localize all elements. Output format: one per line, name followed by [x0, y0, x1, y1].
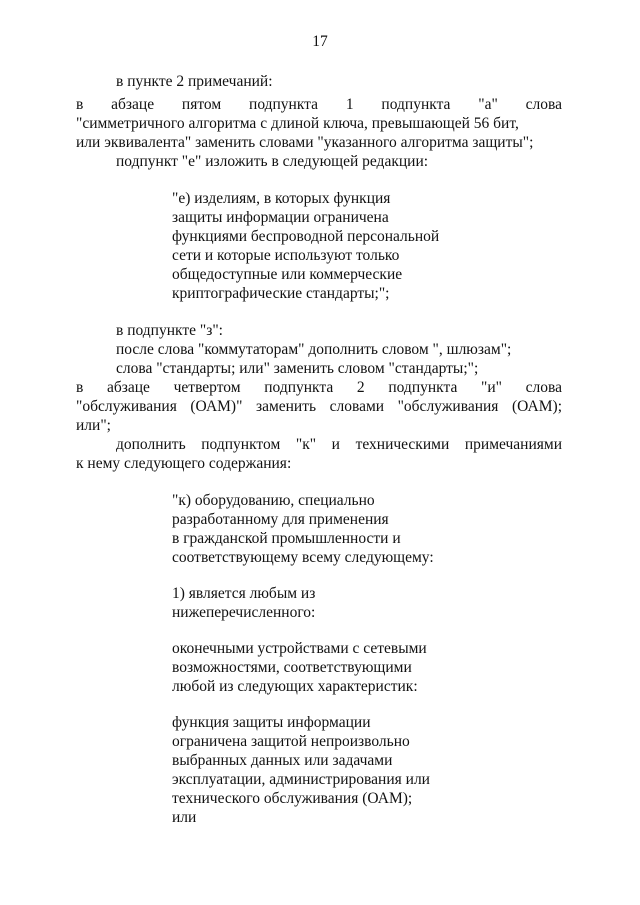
quote-line: разработанному для применения	[172, 511, 389, 528]
text-line: после слова "коммутаторам" дополнить словом ", шлюзам";	[116, 341, 512, 358]
quote-line: возможностями, соответствующими	[172, 659, 412, 676]
text-line: в абзаце четвертом подпункта 2 подпункта "и" слова	[76, 379, 562, 396]
quote-line: "е) изделиям, в которых функция	[172, 190, 391, 207]
quote-line: 1) является любым из	[172, 585, 316, 602]
quote-line: общедоступные или коммерческие	[172, 266, 403, 283]
quote-line: в гражданской промышленности и	[172, 530, 401, 547]
text-line: подпункт "е" изложить в следующей редакции:	[116, 153, 429, 170]
text-line: или";	[76, 417, 111, 434]
quote-line: эксплуатации, администрирования или	[172, 771, 430, 788]
quote-line: технического обслуживания (ОАМ);	[172, 790, 413, 807]
text-line: или эквивалента" заменить словами "указанного алгоритма защиты";	[76, 134, 534, 151]
page-number: 17	[312, 33, 328, 50]
text-line: слова "стандарты; или" заменить словом "стандарты;";	[116, 360, 479, 377]
quote-line: оконечными устройствами с сетевыми	[172, 640, 427, 657]
quote-line: или	[172, 809, 197, 826]
quote-line: функция защиты информации	[172, 714, 371, 731]
quote-line: нижеперечисленного:	[172, 604, 316, 621]
text-line: в абзаце пятом подпункта 1 подпункта "а" слова	[76, 96, 562, 113]
text-line: в пункте 2 примечаний:	[116, 73, 273, 90]
text-line: к нему следующего содержания:	[76, 455, 292, 472]
quote-line: "к) оборудованию, специально	[172, 492, 375, 509]
quote-line: выбранных данных или задачами	[172, 752, 393, 769]
text-line: дополнить подпунктом "к" и техническими примечаниями	[116, 436, 562, 453]
quote-line: любой из следующих характеристик:	[172, 678, 418, 695]
quote-line: ограничена защитой непроизвольно	[172, 733, 410, 750]
quote-line: сети и которые используют только	[172, 247, 400, 264]
text-line: "обслуживания (ОАМ)" заменить словами "обслуживания (ОАМ);	[76, 398, 562, 415]
quote-line: функциями беспроводной персональной	[172, 228, 440, 245]
quote-line: соответствующему всему следующему:	[172, 549, 434, 566]
text-line: "симметричного алгоритма с длиной ключа, превышающей 56 бит,	[76, 115, 519, 132]
text-line: в подпункте "з":	[116, 322, 223, 339]
quote-line: криптографические стандарты;";	[172, 285, 390, 302]
quote-line: защиты информации ограничена	[172, 209, 389, 226]
